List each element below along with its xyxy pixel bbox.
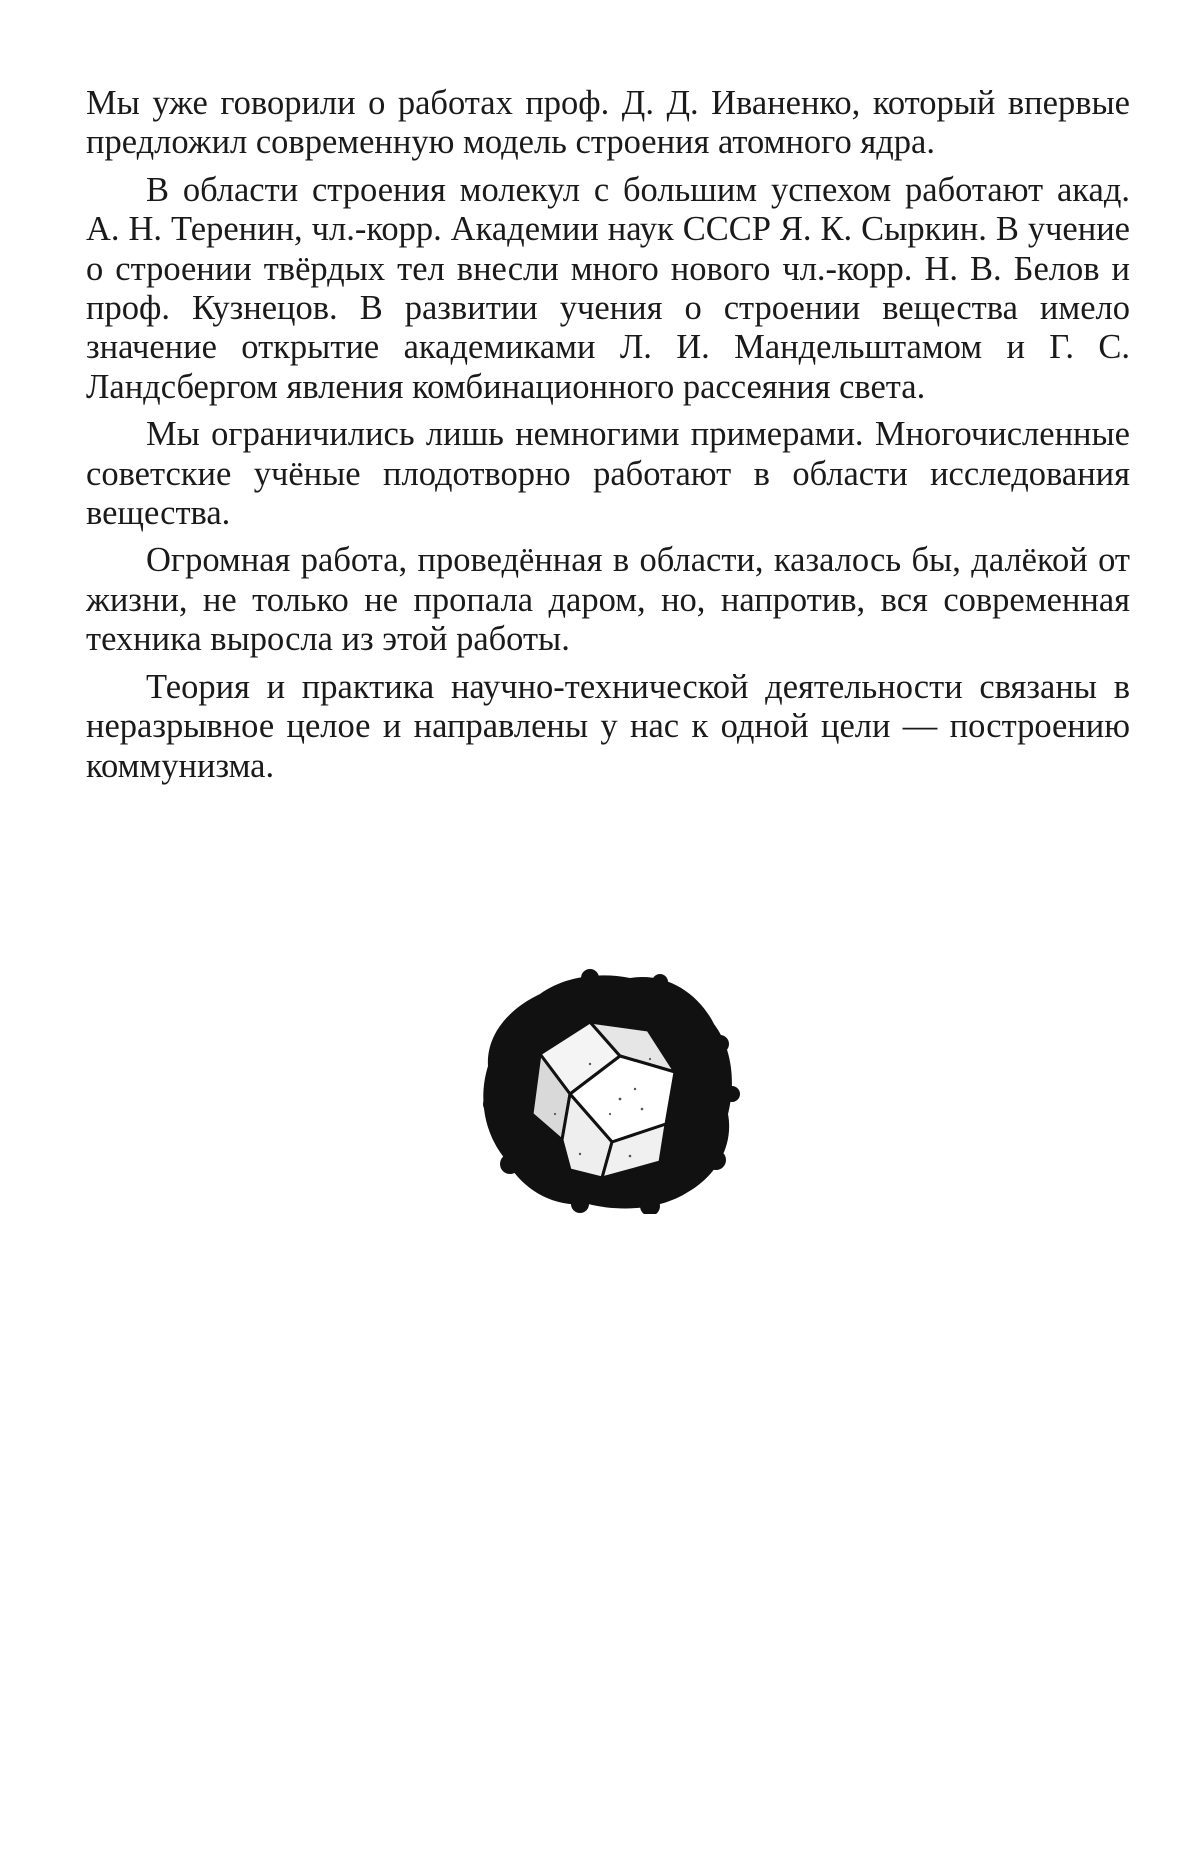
- body-text: [86, 84, 1130, 794]
- paragraph-examples: Мы ограничились лишь немногими примерами. Многочисленные советские учёные плодотворно работают в области исследования вещества.: [86, 415, 1130, 533]
- crystal-dodecahedron-icon: [470, 964, 740, 1214]
- paragraph-molecular-structure: В области строения молекул с большим успехом работают акад. А. Н. Теренин, чл.-корр. Академии наук СССР Я. К. Сыркин. В учение о строении твёрдых тел внесли много нового чл.-корр. Н. В. Белов и проф. Кузнецов. В развитии учения о строении вещества имело значение открытие академиками Л. И. Мандельштамом и Г. С. Ландсбергом явления комбинационного рассеяния света.: [86, 170, 1130, 406]
- paragraph-ivanenko: Мы уже говорили о работах проф. Д. Д. Иваненко, который впервые предложил современную модель строения атомного ядра.: [86, 84, 1130, 162]
- paragraph-technology: Огромная работа, проведённая в области, казалось бы, далёкой от жизни, не только не пропала даром, но, напротив, вся современная техника выросла из этой работы.: [86, 541, 1130, 659]
- paragraph-theory-practice: Теория и практика научно-технической деятельности связаны в неразрывное целое и направлены у нас к одной цели — построению коммунизма.: [86, 667, 1130, 785]
- crystal-illustration: [470, 964, 740, 1214]
